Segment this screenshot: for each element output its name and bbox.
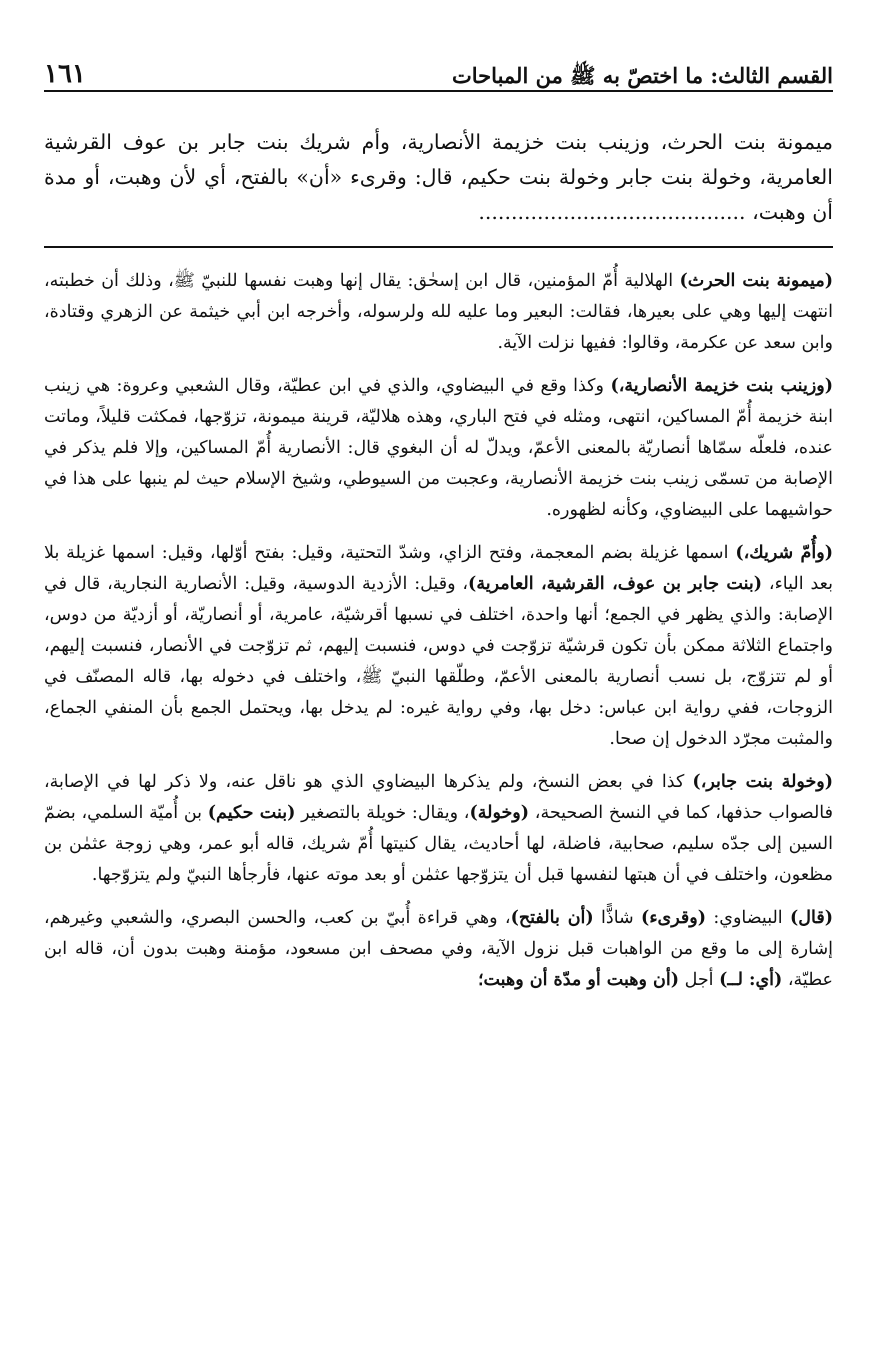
commentary-text: البيضاوي: bbox=[706, 908, 791, 928]
lemma: (وزينب بنت خزيمة الأنصارية،) bbox=[610, 376, 834, 396]
commentary-text: ، ويقال: خويلة بالتصغير bbox=[295, 803, 470, 823]
commentary-text: شاذًّا bbox=[593, 908, 642, 928]
main-text-dots: ......................................... bbox=[478, 200, 746, 224]
lemma: (أن بالفتح) bbox=[510, 908, 594, 928]
lemma: (بنت حكيم) bbox=[207, 803, 296, 823]
page-number: ١٦١ bbox=[44, 58, 86, 89]
commentary-text: الهلالية أُمّ المؤمنين، قال ابن إسحٰق: يقال إنها وهبت نفسها للنبيّ ﷺ، وذلك أن خطبته، انتهت إليها وهي على بعيرها، فقالت: البعير وما عليه لله ولرسوله، وأخرجه ابن أبي خيثمة عن الزهري وقتادة، وابن سعد عن عكرمة، وقالوا: ففيها نزلت الآية. bbox=[44, 271, 833, 353]
lemma: (بنت جابر بن عوف، القرشية، العامرية) bbox=[468, 574, 763, 594]
commentary-text: كذا في بعض النسخ، ولم يذكرها البيضاوي الذي هو ناقل عنه، ولا ذكر لها في الإصابة، فالصواب حذفها، كما في النسخ الصحيحة، bbox=[44, 772, 833, 823]
main-text: ميمونة بنت الحرث، وزينب بنت خزيمة الأنصارية، وأم شريك بنت جابر بن عوف القرشية العامرية، وخولة بنت جابر وخولة بنت حكيم، قال: وقرىء «أن» بالفتح، أي لأن وهبت، أو مدة أن وهبت، bbox=[44, 130, 833, 224]
lemma: (قال) bbox=[790, 908, 833, 928]
commentary-paragraph-5 bbox=[44, 903, 833, 996]
commentary-text: ، وقيل: الأزدية الدوسية، وقيل: الأنصارية النجارية، قال في الإصابة: والذي يظهر في الجمع؛ أنها واحدة، اختلف في نسبها أقرشيّة، عامرية، أو أنصاريّة، أو أزديّة من دوس، واجتماع الثلاثة ممكن بأن تكون قرشيّة تزوّجت في دوس، فنسبت إليهم، ثم تزوّجت في الأنصار، فنسبت إليهم، أو لم تتزوّج، بل نسب أنصارية بالمعنى الأعمّ، وطلّقها النبيّ ﷺ، واختلف في دخوله بها، قاله المصنّف في الزوجات، ففي رواية ابن عباس: دخل بها، وفي رواية غيره: لم يدخل بها، ويحتمل الجمع بأن المنفي الجماع، والمثبت مجرّد الدخول إن صحا. bbox=[44, 574, 833, 749]
lemma: (ميمونة بنت الحرث) bbox=[679, 271, 833, 291]
commentary-text: ، وهي قراءة أُبيّ بن كعب، والحسن البصري، والشعبي وغيرهم، إشارة إلى ما وقع من الواهبات قبل نزول الآية، وفي مصحف ابن مسعود، مؤمنة وهبت بدون أن، قاله ابن عطيّة، bbox=[44, 908, 833, 990]
commentary-paragraph-1 bbox=[44, 266, 833, 359]
lemma: (وأُمّ شريك،) bbox=[735, 543, 833, 563]
commentary-text: اسمها غزيلة بضم المعجمة، وفتح الزاي، وشدّ التحتية، وقيل: بفتح أوّلها، وقيل: اسمها غزيلة بلا بعد الياء، bbox=[44, 543, 833, 594]
lemma: (أن وهبت أو مدّة أن وهبت؛ bbox=[477, 970, 679, 990]
lemma: (وخولة بنت جابر،) bbox=[692, 772, 833, 792]
commentary-text: بن أُميّة السلمي، بضمّ السين إلى جدّه سليم، صحابية، فاضلة، لها أحاديث، يقال كنيتها أُمّ شريك، قاله أبو عمر، وهي زوجة عثمٰن بن مظعون، واختلف في أن هبتها لنفسها قبل أن يتزوّجها عثمٰن أو بعد موته عنها، فأرجأها النبيّ ولم يتزوّجها. bbox=[44, 803, 833, 885]
commentary-paragraph-3 bbox=[44, 538, 833, 755]
commentary-paragraph-4 bbox=[44, 767, 833, 891]
text-commentary-separator bbox=[44, 246, 833, 248]
page-header bbox=[44, 42, 833, 92]
lemma: (وخولة) bbox=[469, 803, 530, 823]
commentary-text: أجل bbox=[679, 970, 720, 990]
main-text-block bbox=[44, 125, 833, 230]
lemma: (وقرىء) bbox=[641, 908, 707, 928]
running-title: القسم الثالث: ما اختصّ به ﷺ من المباحات bbox=[452, 62, 833, 88]
commentary-block bbox=[44, 266, 833, 996]
lemma: (أي: لــ) bbox=[719, 970, 783, 990]
commentary-paragraph-2 bbox=[44, 371, 833, 526]
commentary-text: وكذا وقع في البيضاوي، والذي في ابن عطيّة، وقال الشعبي وعروة: هي زينب ابنة خزيمة أُمّ المساكين، انتهى، ومثله في فتح الباري، وهذه هلاليّة، قرينة ميمونة، تزوّجها، فمكثت قليلاً، وماتت عنده، فلعلّه سمّاها أنصاريّة بالمعنى الأعمّ، ويدلّ له أن البغوي قال: الأنصارية أُمّ المساكين، وإلا فلم يذكر في الإصابة من تسمّى زينب بنت خزيمة الأنصارية، وعجبت من السيوطي، وشيخ الإسلام حيث لم ينبها على هذا في حواشيهما على البيضاوي، وكأنه لظهوره. bbox=[44, 376, 833, 520]
